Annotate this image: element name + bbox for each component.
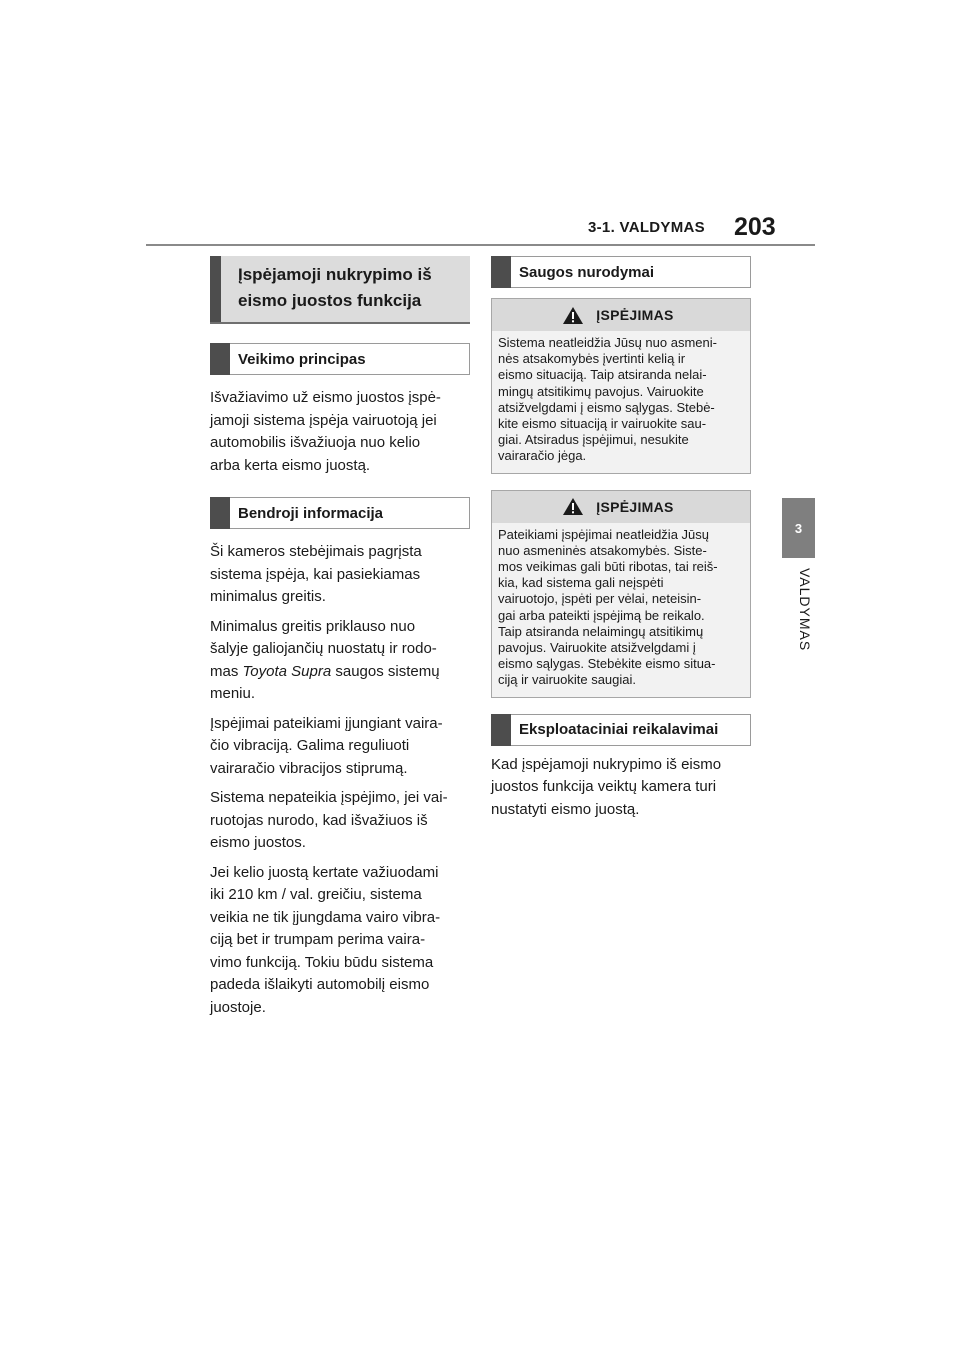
- text-line: ruotojas nurodo, kad išvažiuos iš: [210, 811, 428, 829]
- text-line: eismo juostos.: [210, 834, 306, 851]
- warning-text-2: [492, 523, 750, 697]
- text-line: atsižvelgdami į eismo sąlygas. Stebė-: [498, 399, 715, 415]
- text-line: nustatyti eismo juostą.: [491, 800, 640, 818]
- section-title: 3-1. VALDYMAS: [588, 219, 705, 236]
- warning-title-1: ĮSPĖJIMAS: [596, 307, 674, 323]
- text-line: Jei kelio juostą kertate važiuodami: [210, 863, 439, 881]
- main-heading: [210, 256, 470, 324]
- text-line: eismo sąlygas. Stebėkite eismo situa-: [498, 656, 716, 672]
- text-line: nuo asmeninės atsakomybės. Siste-: [498, 542, 707, 558]
- text-line: meniu.: [210, 685, 256, 702]
- text-line: ciją ir vairuokite saugiai.: [498, 672, 637, 688]
- text-line: kite eismo situaciją ir vairuokite sau-: [498, 416, 707, 432]
- subheading-safety: [491, 256, 751, 288]
- text-line: Įspėjimai pateikiami įjungiant vaira-: [210, 714, 443, 732]
- right-column: [491, 256, 751, 821]
- text-line: šalyje galiojančių nuostatų ir rodo-: [210, 640, 437, 657]
- text-line: pavojus. Vairuokite atsižvelgdami į: [498, 640, 696, 656]
- text-line: nės atsakomybės įvertinti kelią ir: [498, 351, 686, 367]
- page-number: 203: [734, 213, 776, 241]
- warning-box-2: [491, 490, 751, 698]
- principle-paragraph: [210, 387, 470, 477]
- text-line: eismo situaciją. Taip atsiranda nelai-: [498, 367, 707, 383]
- header-divider: [146, 244, 815, 246]
- text-line: padeda išlaikyti automobilį eismo: [210, 976, 430, 993]
- text-line: veikia ne tik įjungdama vairo vibra-: [210, 908, 441, 926]
- text-line: ciją bet ir trumpam perima vaira-: [210, 931, 426, 948]
- text-line: sistema įspėja, kai pasiekiamas: [210, 565, 421, 583]
- operation-paragraph: [491, 754, 751, 822]
- subheading-safety-text: Saugos nurodymai: [519, 263, 655, 281]
- general-paragraph-5: [210, 862, 470, 1020]
- text-line: vairaračio jėga.: [498, 448, 587, 464]
- subheading-operation: [491, 714, 751, 746]
- text-line: iki 210 km / val. greičiu, sistema: [210, 886, 422, 903]
- subheading-general-text: Bendroji informacija: [238, 504, 384, 522]
- chapter-label: VALDYMAS: [797, 568, 813, 652]
- text-line: mas: [210, 662, 243, 680]
- subheading-principle-text: Veikimo principas: [238, 350, 366, 368]
- subheading-principle: [210, 343, 470, 375]
- text-line: Ši kameros stebėjimais pagrįsta: [210, 543, 422, 560]
- text-line: mingų atsitikimų pavojus. Vairuokite: [498, 383, 704, 399]
- warning-triangle-icon: [562, 306, 584, 325]
- warning-text-1: [492, 331, 750, 473]
- general-paragraph-4: [210, 787, 470, 855]
- text-line: čio vibraciją. Galima reguliuoti: [210, 737, 410, 754]
- text-line: automobilis išvažiuoja nuo kelio: [210, 434, 421, 451]
- text-line: vairaračio vibracijos stiprumą.: [210, 759, 408, 777]
- text-line: Taip atsiranda nelaimingų atsitikimų: [498, 623, 704, 639]
- left-column: [210, 256, 470, 1019]
- text-line: gai arba pateikti įspėjimą be reikalo.: [498, 607, 705, 623]
- text-line: Kad įspėjamoji nukrypimo iš eismo: [491, 755, 722, 773]
- chapter-tab: [782, 498, 815, 558]
- text-line: vairuotojo, įspėti per vėlai, neteisin-: [498, 591, 702, 607]
- text-line: jamoji sistema įspėja vairuotoją jei: [210, 411, 437, 429]
- text-line: Sistema neatleidžia Jūsų nuo asmeni-: [498, 335, 717, 350]
- warning-box-1: [491, 298, 751, 474]
- warning-title-2: ĮSPĖJIMAS: [596, 498, 674, 515]
- warning-header-2: [492, 491, 750, 523]
- general-paragraph-1: [210, 541, 470, 609]
- warning-triangle-icon: [562, 497, 584, 516]
- text-line: giai. Atsiradus įspėjimui, nesukite: [498, 432, 689, 448]
- text-line: juostoje.: [210, 998, 266, 1016]
- chapter-number: 3: [794, 520, 803, 536]
- text-line: Pateikiami įspėjimai neatleidžia Jūsų: [498, 526, 709, 542]
- text-line: Minimalus greitis priklauso nuo: [210, 617, 416, 635]
- text-line: juostos funkcija veiktų kamera turi: [491, 778, 717, 796]
- main-heading-line-1: Įspėjamoji nukrypimo iš: [238, 265, 432, 284]
- brand-name: Toyota Supra: [242, 662, 332, 680]
- general-paragraph-2: [210, 616, 470, 706]
- text-line: arba kerta eismo juostą.: [210, 456, 371, 474]
- main-heading-line-2: eismo juostos funkcija: [238, 291, 422, 310]
- text-line: mos veikimas gali būti ribotas, tai reiš-: [498, 559, 718, 575]
- general-paragraph-3: [210, 713, 470, 781]
- text-line: vimo funkciją. Tokiu būdu sistema: [210, 953, 434, 971]
- text-line: Sistema nepateikia įspėjimo, jei vai-: [210, 789, 448, 806]
- text-line: saugos sistemų: [331, 662, 440, 680]
- text-line: minimalus greitis.: [210, 588, 326, 605]
- text-line: Išvažiavimo už eismo juostos įspė-: [210, 389, 441, 406]
- text-line: kia, kad sistema gali neįspėti: [498, 575, 664, 591]
- warning-header-1: [492, 299, 750, 331]
- subheading-operation-text: Eksploataciniai reikalavimai: [519, 721, 719, 739]
- subheading-general: [210, 497, 470, 529]
